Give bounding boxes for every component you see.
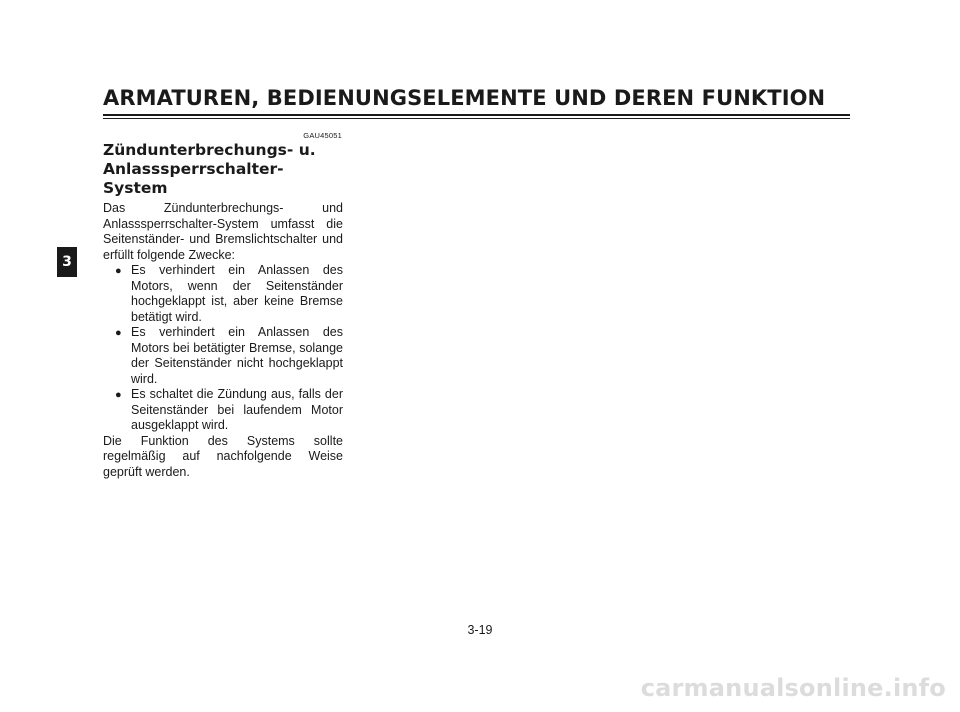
reference-code: GAU45051	[303, 131, 342, 140]
intro-paragraph: Das Zündunterbrechungs- und Anlasssperrschalter-System umfasst die Seitenständer- und Bremslichtschalter und erfüllt folgende Zwecke:	[103, 201, 343, 262]
bullet-icon: ●	[115, 265, 122, 277]
section-title-line-1: Zündunterbrechungs- u.	[103, 141, 316, 159]
chapter-tab	[57, 247, 77, 277]
bullet-icon: ●	[115, 327, 122, 339]
page-header-title: ARMATUREN, BEDIENUNGSELEMENTE UND DEREN FUNKTION	[103, 86, 826, 110]
bullet-icon: ●	[115, 389, 122, 401]
list-item	[103, 387, 343, 434]
section-title	[103, 141, 343, 198]
bullet-list	[103, 263, 343, 434]
watermark-logo: carmanualsonline.info	[640, 674, 946, 702]
bullet-text: Es verhindert ein Anlassen des Motors, wenn der Seitenständer hochgeklappt ist, aber keine Bremse betätigt wird.	[131, 263, 343, 324]
bullet-text: Es verhindert ein Anlassen des Motors bei betätigter Bremse, solange der Seitenständer nicht hochgeklappt wird.	[131, 325, 343, 386]
section-title-line-2: Anlasssperrschalter-System	[103, 160, 284, 197]
page-number: 3-19	[467, 623, 493, 637]
header-rule	[103, 114, 850, 116]
list-item	[103, 325, 343, 387]
header-rule-thin	[103, 118, 850, 119]
content-column	[103, 141, 343, 480]
outro-paragraph: Die Funktion des Systems sollte regelmäßig auf nachfolgende Weise geprüft werden.	[103, 433, 343, 479]
bullet-text: Es schaltet die Zündung aus, falls der Seitenständer bei laufendem Motor ausgeklappt wird.	[131, 387, 343, 432]
chapter-number: 3	[62, 254, 72, 270]
list-item	[103, 263, 343, 325]
